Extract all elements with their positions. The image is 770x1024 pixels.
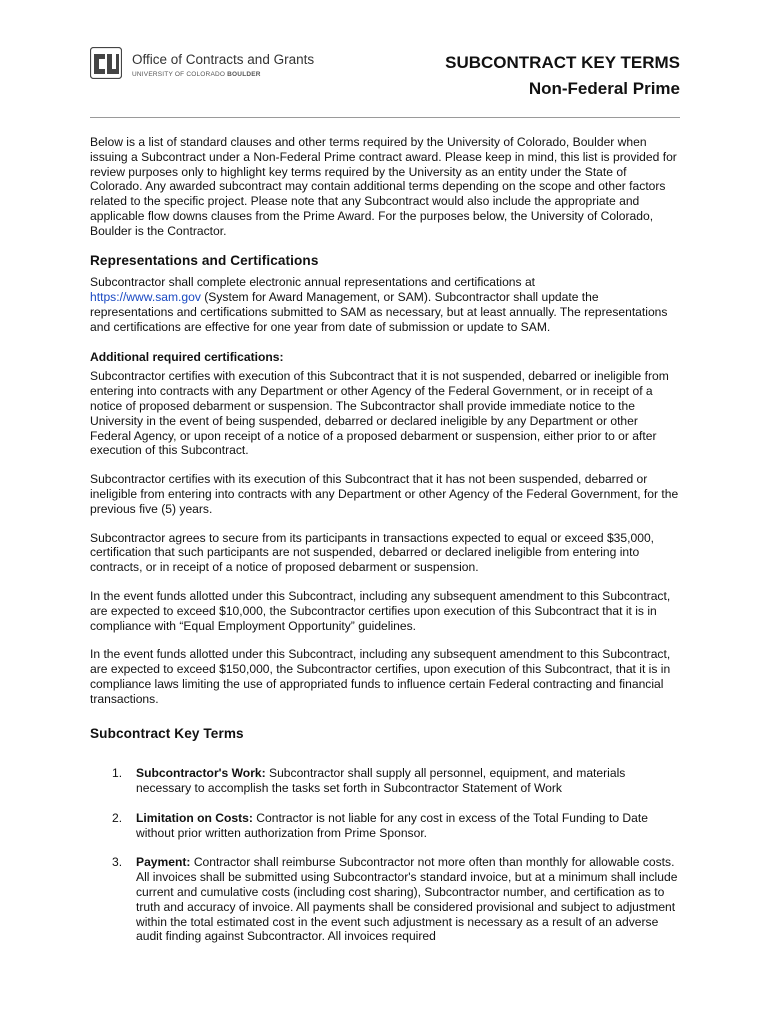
cert-paragraph: Subcontractor certifies with its execution of this Subcontract that it has not been suspended, debarred or ineligible from entering into contracts with any Department or other Agency of the Federal Government, for the previous five (5) years. <box>90 472 679 516</box>
cu-logo-icon <box>90 47 122 79</box>
cert-paragraph: In the event funds allotted under this Subcontract, including any subsequent amendment to this Subcontract, are expected to exceed $10,000, the Subcontractor certifies upon execution of this Subcontract that it is in compliance with “Equal Employment Opportunity” guidelines. <box>90 588 671 633</box>
page-title: SUBCONTRACT KEY TERMS <box>445 53 680 72</box>
cert-paragraph: Subcontractor agrees to secure from its participants in transactions expected to equal or exceed $35,000, certification that such participants are not suspended, debarred or declared ineligible from entering into contracts, or in receipt of a notice of proposed debarment or suspension. <box>90 530 655 575</box>
document-body <box>90 135 680 959</box>
key-terms-heading: Subcontract Key Terms <box>90 725 244 741</box>
reps-paragraph: Subcontractor shall complete electronic annual representations and certifications at https://www.sam.gov (System for Award Management, or SAM). Subcontractor shall update the representations and certifications submitted to SAM as necessary, but at least annually. The representations and certifications are effective for one year from date of submission or update to SAM. <box>90 275 668 334</box>
sam-link[interactable]: https://www.sam.gov <box>90 290 201 305</box>
list-item: 2. Limitation on Costs: Contractor is not liable for any cost in excess of the Total Funding to Date without prior written authorization from Prime Sponsor. <box>112 810 648 840</box>
org-subtitle: UNIVERSITY OF COLORADO BOULDER <box>132 71 261 78</box>
key-terms-list <box>90 766 680 944</box>
additional-certs-heading: Additional required certifications: <box>90 349 284 364</box>
page-subtitle: Non-Federal Prime <box>528 79 680 98</box>
intro-paragraph: Below is a list of standard clauses and other terms required by the University of Colorado, Boulder when issuing a Subcontract under a Non-Federal Prime contract award. Please keep in mind, this list is provided for review purposes only to highlight key terms required by the University as an entity under the State of Colorado. Any awarded subcontract may contain additional terms depending on the scope and other factors related to the specific project. Please note that any Subcontract would also include the appropriate and applicable flow downs clauses from the Prime Award. For the purposes below, the University of Colorado, Boulder is the Contractor. <box>90 135 677 238</box>
reps-heading: Representations and Certifications <box>90 252 319 268</box>
cert-paragraph: In the event funds allotted under this Subcontract, including any subsequent amendment to this Subcontract, are expected to exceed $150,000, the Subcontractor certifies, upon execution of this Subcontract, that it is in compliance laws limiting the use of appropriated funds to influence certain Federal contracting and financial transactions. <box>90 647 671 706</box>
list-item: 3. Payment: Contractor shall reimburse Subcontractor not more often than monthly for allowable costs. All invoices shall be submitted using Subcontractor's standard invoice, but at a minimum shall include current and cumulative costs (including cost sharing), Subcontractor number, and certification as to truth and accuracy of invoice. All payments shall be considered provisional and subject to adjustment within the total estimated cost in the event such adjustment is necessary as a result of an adverse audit finding against Subcontractor. All invoices required <box>112 855 678 944</box>
cert-paragraph: Subcontractor certifies with execution of this Subcontract that it is not suspended, debarred or ineligible from entering into contracts with any Department or other Agency of the Federal Government, or in receipt of a notice of proposed debarment or suspension. The Subcontractor shall provide immediate notice to the University in the event of being suspended, debarred or declared ineligible by any Department or other Federal Agency, or upon receipt of a notice of a proposed debarment or suspension, either prior to or after execution of this Subcontract. <box>90 369 669 458</box>
org-name: Office of Contracts and Grants <box>132 52 315 67</box>
header-divider <box>90 117 680 118</box>
list-item: 1. Subcontractor's Work: Subcontractor shall supply all personnel, equipment, and materials necessary to accomplish the tasks set forth in Subcontractor Statement of Work <box>112 766 626 796</box>
